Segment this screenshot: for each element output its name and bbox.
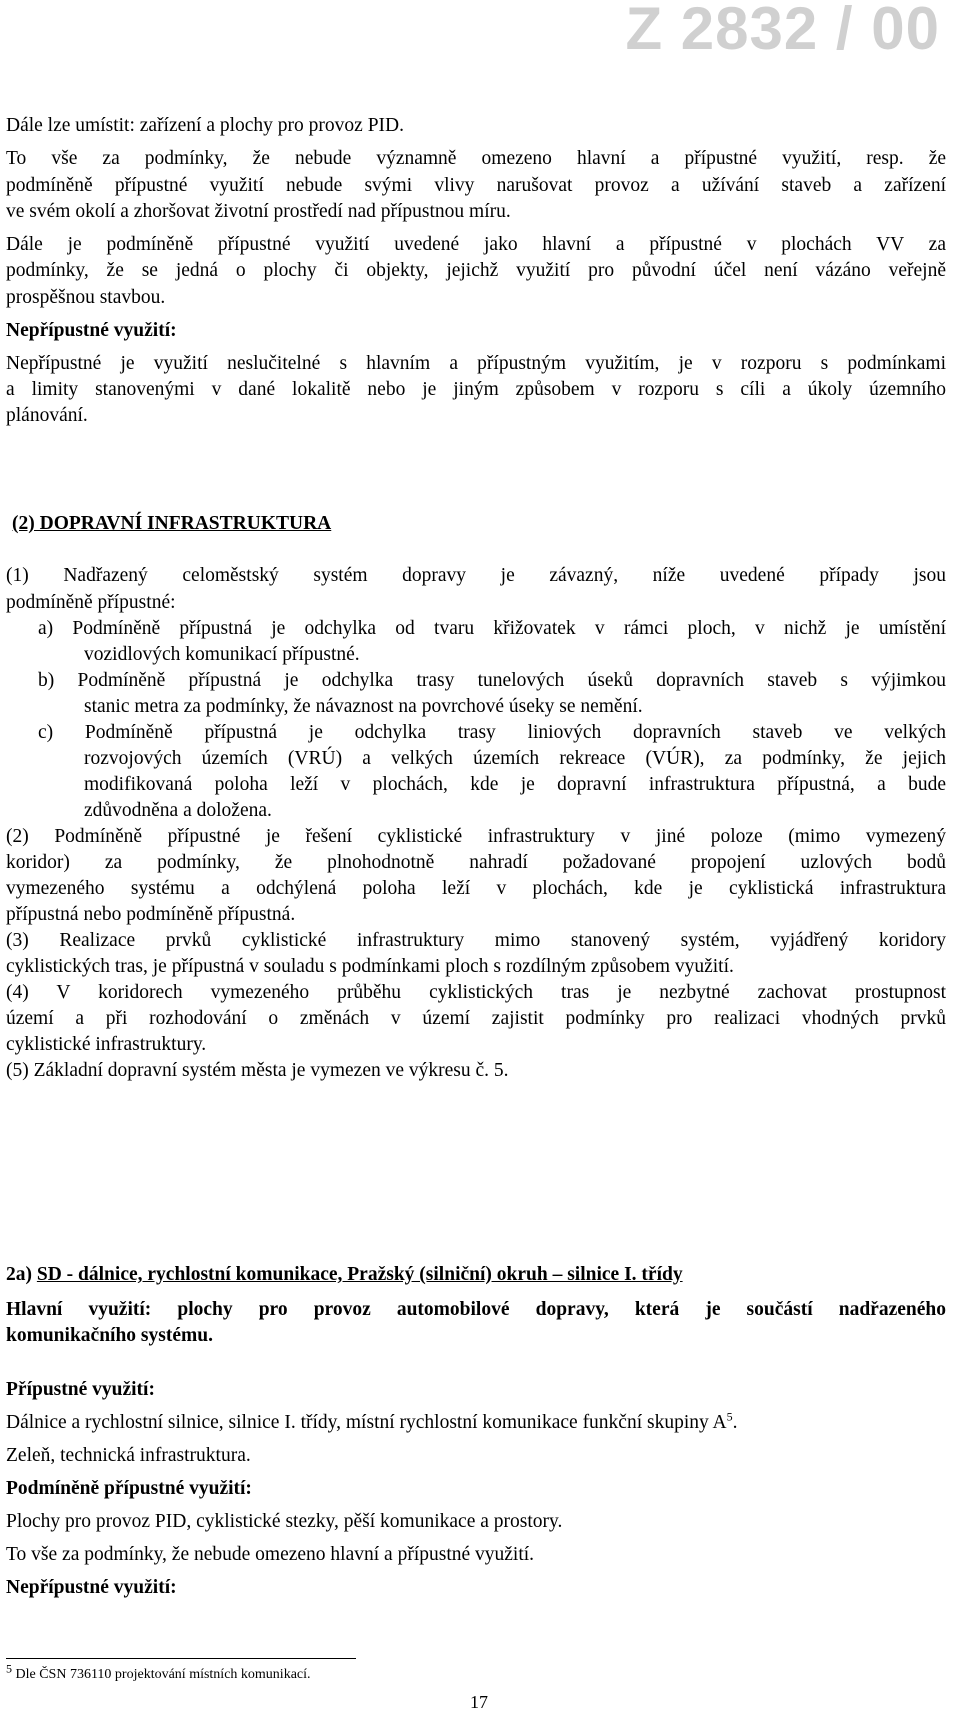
subsection-title bbox=[6, 1264, 683, 1286]
list-item: modifikovaná poloha leží v plochách, kde je dopravní infrastruktura přípustná, a bude bbox=[84, 774, 946, 795]
podminene-line: Plochy pro provoz PID, cyklistické stezky, pěší komunikace a prostory. bbox=[6, 1511, 563, 1532]
pripustne-text: Dálnice a rychlostní silnice, silnice I. třídy, místní rychlostní komunikace funkční skupiny A bbox=[6, 1412, 727, 1433]
intro-line: a limity stanovenými v dané lokalitě nebo je jiným způsobem v rozporu s cíli a úkoly územního bbox=[6, 379, 946, 400]
list-item: c) Podmíněně přípustná je odchylka trasy liniových dopravních staveb ve velkých bbox=[38, 722, 946, 743]
section-line: cyklistických tras, je přípustná v souladu s podmínkami ploch s rozdílným způsobem využití. bbox=[6, 956, 734, 977]
intro-line: ve svém okolí a zhoršovat životní prostředí nad přípustnou míru. bbox=[6, 201, 511, 222]
list-item: b) Podmíněně přípustná je odchylka trasy tunelových úseků dopravních staveb s výjimkou bbox=[38, 670, 946, 691]
intro-line: Nepřípustné je využití neslučitelné s hlavním a přípustným využitím, je v rozporu s podmínkami bbox=[6, 353, 946, 374]
intro-line: Dále lze umístit: zařízení a plochy pro provoz PID. bbox=[6, 115, 404, 136]
footnote-ref: 5 bbox=[726, 1409, 733, 1424]
list-item: stanic metra za podmínky, že návaznost na povrchové úseky se nemění. bbox=[84, 696, 643, 717]
intro-line: prospěšnou stavbou. bbox=[6, 287, 166, 308]
intro-line: To vše za podmínky, že nebude významně omezeno hlavní a přípustné využití, resp. že bbox=[6, 148, 946, 169]
section-heading: (2) DOPRAVNÍ INFRASTRUKTURA bbox=[12, 513, 332, 534]
hlavni-vyuziti-line: komunikačního systému. bbox=[6, 1325, 213, 1346]
list-item: vozidlových komunikací přípustné. bbox=[84, 644, 360, 665]
hlavni-vyuziti-line: Hlavní využití: plochy pro provoz automobilové dopravy, která je součástí nadřazeného bbox=[6, 1299, 946, 1320]
intro-line: podmíněně přípustné využití nebude svými vlivy narušovat provoz a užívání staveb a zařízení bbox=[6, 175, 946, 196]
section-line: území a při rozhodování o změnách v území zajistit podmínky pro realizaci vhodných prvků bbox=[6, 1008, 946, 1029]
pripustne-line bbox=[6, 1410, 946, 1436]
section-line: cyklistické infrastruktury. bbox=[6, 1034, 207, 1055]
podminene-label: Podmíněně přípustné využití: bbox=[6, 1478, 252, 1499]
pripustne-label: Přípustné využití: bbox=[6, 1379, 155, 1400]
list-item: a) Podmíněně přípustná je odchylka od tvaru křižovatek v rámci ploch, v nichž je umístění bbox=[38, 618, 946, 639]
footnote-mark: 5 bbox=[6, 1661, 12, 1676]
section-line: (5) Základní dopravní systém města je vymezen ve výkresu č. 5. bbox=[6, 1060, 509, 1081]
section-line: (2) Podmíněně přípustné je řešení cyklistické infrastruktury v jiné poloze (mimo vymezený bbox=[6, 826, 946, 847]
nepripustne-label: Nepřípustné využití: bbox=[6, 320, 177, 341]
intro-line: plánování. bbox=[6, 405, 88, 426]
section-line: podmíněně přípustné: bbox=[6, 592, 176, 613]
intro-line: podmínky, že se jedná o plochy či objekty, jejichž využití pro původní účel není vázáno veřejně bbox=[6, 260, 946, 281]
footnote-divider bbox=[6, 1658, 356, 1659]
list-item: rozvojových územích (VRÚ) a velkých územích rekreace (VÚR), za podmínky, že jejich bbox=[84, 748, 946, 769]
pripustne-line: Zeleň, technická infrastruktura. bbox=[6, 1445, 251, 1466]
pripustne-end: . bbox=[732, 1412, 738, 1433]
footnote bbox=[6, 1661, 311, 1683]
podminene-line: To vše za podmínky, že nebude omezeno hlavní a přípustné využití. bbox=[6, 1544, 535, 1565]
section-line: vymezeného systému a odchýlená poloha leží v plochách, kde je cyklistická infrastruktura bbox=[6, 878, 946, 899]
footnote-text: Dle ČSN 736110 projektování místních komunikací. bbox=[12, 1667, 311, 1682]
document-code: Z 2832 / 00 bbox=[625, 0, 940, 62]
subsection-prefix: 2a) bbox=[6, 1264, 37, 1285]
page-number: 17 bbox=[470, 1692, 488, 1712]
section-line: koridor) za podmínky, že plnohodnotně nahradí požadované propojení uzlových bodů bbox=[6, 852, 946, 873]
section-line: (4) V koridorech vymezeného průběhu cyklistických tras je nezbytné zachovat prostupnost bbox=[6, 982, 946, 1003]
section-line: přípustná nebo podmíněně přípustná. bbox=[6, 904, 296, 925]
intro-line: Dále je podmíněně přípustné využití uvedené jako hlavní a přípustné v plochách VV za bbox=[6, 234, 946, 255]
section-line: (1) Nadřazený celoměstský systém dopravy je závazný, níže uvedené případy jsou bbox=[6, 565, 946, 586]
list-item: zdůvodněna a doložena. bbox=[84, 800, 272, 821]
section-line: (3) Realizace prvků cyklistické infrastruktury mimo stanovený systém, vyjádřený koridory bbox=[6, 930, 946, 951]
subsection-name: SD - dálnice, rychlostní komunikace, Pražský (silniční) okruh – silnice I. třídy bbox=[36, 1264, 683, 1285]
nepripustne-label: Nepřípustné využití: bbox=[6, 1577, 177, 1598]
